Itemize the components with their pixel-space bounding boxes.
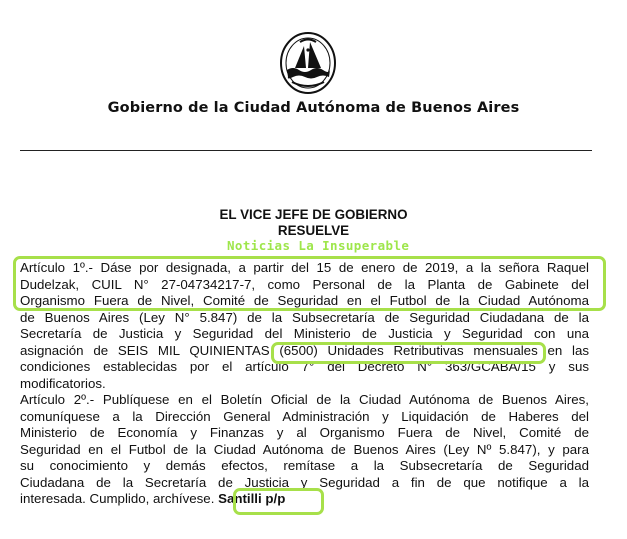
text-line: comuníquese a la Dirección General Administración y Liquidación de Haberes del [20,408,589,424]
text-line: Secretaría de Justicia y Seguridad del Ministerio de Justicia y Seguridad con una [20,326,589,341]
text-line-final [20,491,589,508]
closing-text: interesada. Cumplido, archívese. [20,491,215,506]
text-line: su conocimiento y demás efectos, remítase a la Subsecretaría de Seguridad [20,458,589,473]
text-line: Organismo Fuera de Nivel, Comité de Seguridad en el Futbol de la Ciudad Autónoma [20,293,589,308]
text-line: Seguridad en el Futbol de la Ciudad Autónoma de Buenos Aires (Ley Nº 5.847), y para [20,441,589,457]
text-line: Dudelzak, CUIL N° 27-04734217-7, como Personal de la Planta de Gabinete del [20,276,589,292]
text-line: modificatorios. [20,375,106,391]
text-line: asignación de SEIS MIL QUINIENTAS (6500) Unidades Retributivas mensuales en las [20,342,589,358]
text-line: de Buenos Aires (Ley N° 5.847) de la Subsecretaría de Seguridad Ciudadana de la [20,309,589,325]
text-line: Artículo 2º.- Publíquese en el Boletín Oficial de la Ciudad Autónoma de Buenos Aires, [20,392,589,407]
city-seal-icon [278,30,338,96]
government-title: Gobierno de la Ciudad Autónoma de Buenos Aires [107,100,520,116]
watermark-text: Noticias La Insuperable [227,238,410,253]
text-line: Ministerio de Economía y Finanzas y al Organismo Fuera de Nivel, Comité de [20,425,589,440]
text-line: condiciones establecidas por el artículo 7° del Decreto N° 363/GCABA/15 y sus [20,359,589,374]
article-2 [20,392,589,508]
text-line: Ciudadana de la Secretaría de Justicia y Seguridad a fin de que notifique a la [20,474,589,490]
resolve-heading: RESUELVE [277,223,350,238]
header-divider [20,150,592,151]
article-1 [20,260,589,392]
resolution-body [20,260,589,508]
signature: Santilli p/p [218,491,286,506]
authority-heading: EL VICE JEFE DE GOBIERNO [219,207,408,222]
text-line: Artículo 1º.- Dáse por designada, a partir del 15 de enero de 2019, a la señora Raquel [20,260,589,275]
